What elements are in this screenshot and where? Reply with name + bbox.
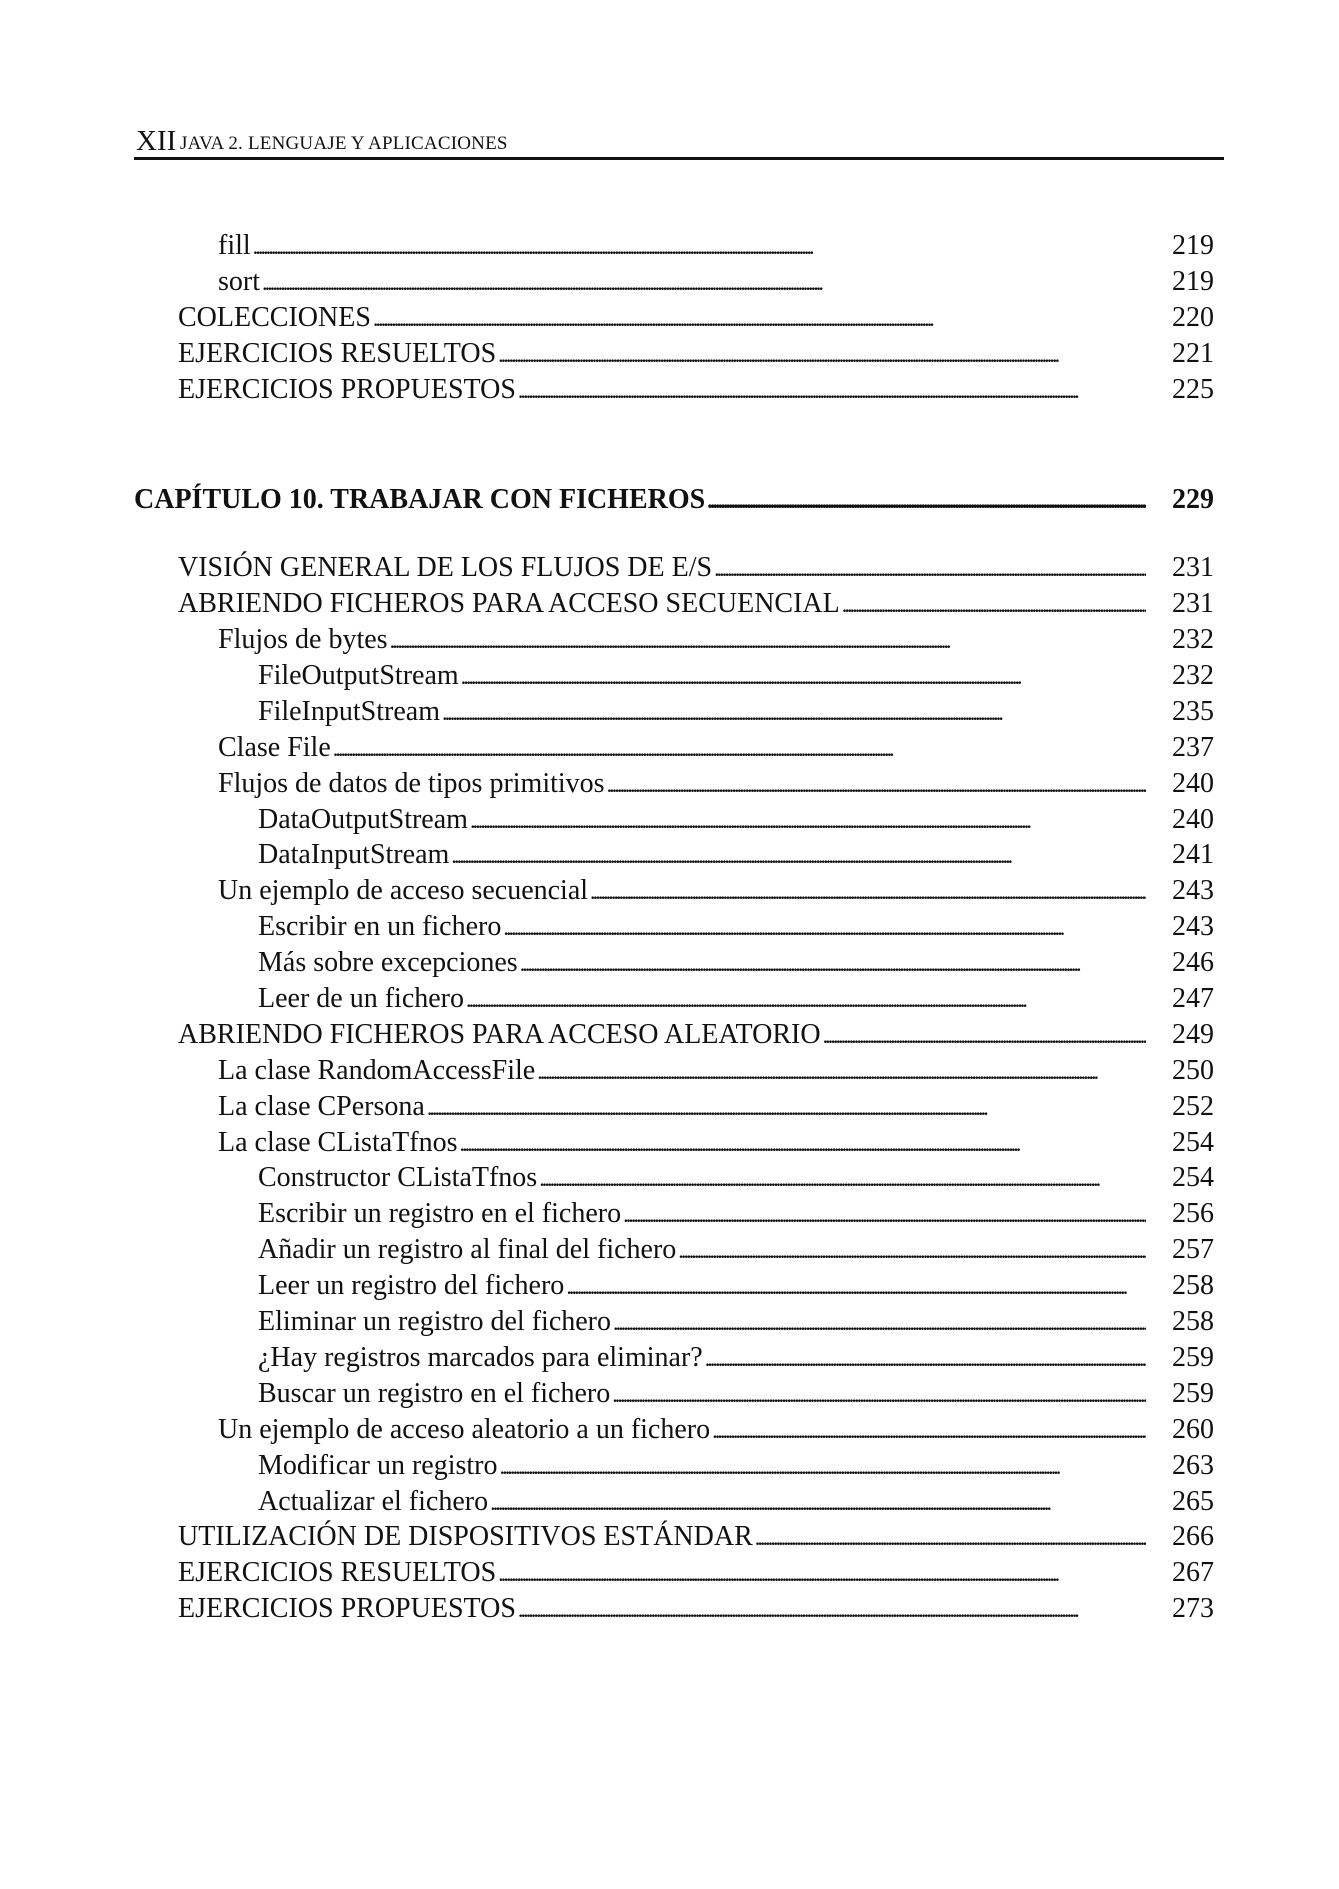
page-number: XII [136, 125, 177, 157]
toc-entry [134, 264, 1214, 300]
dot-leader [823, 1017, 1146, 1054]
dot-leader [461, 658, 1146, 695]
toc-entry [134, 300, 1214, 336]
book-title: JAVA 2. LENGUAJE Y APLICACIONES [180, 133, 508, 154]
dot-leader [500, 1448, 1147, 1485]
toc-entry-label: Flujos de bytes [218, 624, 388, 656]
toc-entry [134, 1053, 1214, 1089]
toc-entry [134, 1196, 1214, 1232]
dot-leader [466, 981, 1146, 1018]
toc-entry [134, 837, 1214, 873]
dot-leader [607, 766, 1146, 803]
toc-entry-label: fill [218, 230, 251, 261]
toc-entry-label: VISIÓN GENERAL DE LOS FLUJOS DE E/S [178, 552, 713, 584]
toc-entry [134, 658, 1214, 694]
toc-entry [134, 1125, 1214, 1161]
toc-entry-label: Añadir un registro al final del fichero [258, 1234, 677, 1266]
toc-entry-page-number: 266 [1172, 1521, 1214, 1553]
toc-entry-page-number: 267 [1172, 1557, 1214, 1589]
toc-entry-page-number: 247 [1172, 983, 1214, 1015]
dot-leader [590, 873, 1146, 910]
toc-previous-chapter-entries [134, 228, 1214, 407]
toc-entry-page-number: 243 [1172, 875, 1214, 907]
toc-entry-page-number: 219 [1172, 265, 1214, 297]
toc-entry [134, 1591, 1214, 1627]
dot-leader [262, 264, 1146, 301]
toc-entry-page-number: 219 [1172, 230, 1214, 261]
dot-leader [451, 837, 1146, 874]
dot-leader [705, 1340, 1146, 1377]
toc-entry-page-number: 243 [1172, 911, 1214, 943]
toc-entry-page-number: 258 [1172, 1270, 1214, 1302]
toc-entry-label: COLECCIONES [178, 301, 371, 333]
toc-entry [134, 1232, 1214, 1268]
toc-entry-label: Constructor CListaTfnos [258, 1162, 538, 1194]
toc-entry-page-number: 254 [1172, 1162, 1214, 1194]
dot-leader [566, 1268, 1146, 1305]
toc-entry-label: Actualizar el fichero [258, 1485, 489, 1517]
toc-entry [134, 909, 1214, 945]
toc-entry-label: Eliminar un registro del fichero [258, 1306, 611, 1338]
toc-entry-page-number: 231 [1172, 552, 1214, 584]
toc-entry-label: Leer de un fichero [258, 983, 464, 1015]
toc-entry-page-number: 246 [1172, 947, 1214, 979]
toc-entry-page-number: 263 [1172, 1449, 1214, 1481]
toc-entry-label: Clase File [218, 731, 331, 763]
toc-entry [134, 1340, 1214, 1376]
dot-leader [373, 300, 1146, 337]
toc-entry-label: EJERCICIOS PROPUESTOS [178, 373, 516, 405]
toc-entry-page-number: 249 [1172, 1018, 1214, 1050]
toc-entry-page-number: 220 [1172, 301, 1214, 333]
toc-entry-label: Leer un registro del fichero [258, 1270, 565, 1302]
dot-leader [498, 336, 1146, 373]
dot-leader [333, 730, 1146, 767]
dot-leader [537, 1053, 1146, 1090]
toc-entry-label: La clase CListaTfnos [218, 1126, 458, 1158]
toc-entry-label: Más sobre excepciones [258, 947, 518, 979]
toc-entry-page-number: 254 [1172, 1126, 1214, 1158]
dot-leader [712, 1412, 1146, 1449]
toc-chapter-heading [134, 482, 1214, 518]
toc-entry-label: La clase CPersona [218, 1090, 425, 1122]
dot-leader [842, 586, 1146, 623]
dot-leader [253, 228, 1146, 265]
dot-leader [613, 1304, 1146, 1341]
toc-entry-page-number: 273 [1172, 1593, 1214, 1625]
dot-leader [470, 802, 1146, 839]
toc-entry [134, 1519, 1214, 1555]
toc-entry-page-number: 258 [1172, 1306, 1214, 1338]
toc-entry [134, 1484, 1214, 1520]
toc-entry-label: UTILIZACIÓN DE DISPOSITIVOS ESTÁNDAR [178, 1521, 753, 1553]
toc-entry-label: Escribir en un fichero [258, 911, 502, 943]
dot-leader [678, 1232, 1146, 1269]
toc-entry-page-number: 259 [1172, 1377, 1214, 1409]
toc-entry-page-number: 252 [1172, 1090, 1214, 1122]
toc-entry-page-number: 240 [1172, 767, 1214, 799]
toc-entry [134, 1412, 1214, 1448]
toc-entry [134, 372, 1214, 408]
toc-entry-label: EJERCICIOS RESUELTOS [178, 337, 497, 369]
dot-leader [714, 550, 1146, 587]
dot-leader [490, 1484, 1146, 1521]
toc-entry-page-number: 265 [1172, 1485, 1214, 1517]
toc-entry-page-number: 250 [1172, 1054, 1214, 1086]
toc-entry [134, 586, 1214, 622]
toc-entry [134, 550, 1214, 586]
toc-entry [134, 622, 1214, 658]
toc-entry-label: ABRIENDO FICHEROS PARA ACCESO SECUENCIAL [178, 588, 840, 620]
running-header [134, 124, 1224, 160]
toc-entry-label: EJERCICIOS PROPUESTOS [178, 1593, 516, 1625]
toc-entry [134, 336, 1214, 372]
toc-entry [134, 1448, 1214, 1484]
chapter-title: CAPÍTULO 10. TRABAJAR CON FICHEROS [134, 484, 706, 516]
dot-leader [442, 694, 1146, 731]
dot-leader [520, 945, 1146, 982]
toc-entry [134, 1160, 1214, 1196]
toc-entry [134, 802, 1214, 838]
toc-entry-page-number: 259 [1172, 1341, 1214, 1373]
dot-leader [623, 1196, 1146, 1233]
chapter-page-number: 229 [1172, 484, 1214, 516]
toc-entry-page-number: 240 [1172, 803, 1214, 835]
toc-entry-page-number: 256 [1172, 1198, 1214, 1230]
toc-entry-label: Escribir un registro en el fichero [258, 1198, 622, 1230]
toc-entry-page-number: 260 [1172, 1413, 1214, 1445]
dot-leader [459, 1125, 1146, 1162]
toc-entry-page-number: 221 [1172, 337, 1214, 369]
dot-leader [518, 1591, 1146, 1628]
toc-entry [134, 873, 1214, 909]
toc-entry-label: ¿Hay registros marcados para eliminar? [258, 1341, 703, 1373]
toc-entry-label: Flujos de datos de tipos primitivos [218, 767, 605, 799]
toc-entry [134, 694, 1214, 730]
toc-entry [134, 981, 1214, 1017]
toc-entry [134, 228, 1214, 264]
toc-entry-label: DataOutputStream [258, 803, 468, 835]
dot-leader [518, 372, 1146, 409]
dot-leader [427, 1089, 1146, 1126]
dot-leader [612, 1376, 1146, 1413]
toc-entry [134, 1017, 1214, 1053]
toc-entry-page-number: 241 [1172, 839, 1214, 871]
toc-entry-label: Un ejemplo de acceso secuencial [218, 875, 589, 907]
toc-entry-page-number: 232 [1172, 660, 1214, 692]
toc-entry [134, 730, 1214, 766]
toc-entry [134, 945, 1214, 981]
toc-entry-label: FileOutputStream [258, 660, 459, 692]
toc-entry-page-number: 232 [1172, 624, 1214, 656]
toc-entry-page-number: 235 [1172, 695, 1214, 727]
toc-entry-label: Buscar un registro en el fichero [258, 1377, 611, 1409]
toc-entry-label: FileInputStream [258, 695, 440, 727]
dot-leader [707, 482, 1146, 519]
dot-leader [503, 909, 1146, 946]
dot-leader [498, 1555, 1146, 1592]
toc-entry-label: Un ejemplo de acceso aleatorio a un fichero [218, 1413, 711, 1445]
toc-entry [134, 1555, 1214, 1591]
toc-entry-page-number: 231 [1172, 588, 1214, 620]
toc-entry-label: sort [218, 265, 260, 297]
toc-entry [134, 766, 1214, 802]
toc-entry [134, 1376, 1214, 1412]
toc-entry [134, 1268, 1214, 1304]
toc-entry-page-number: 225 [1172, 373, 1214, 405]
toc-entry-label: EJERCICIOS RESUELTOS [178, 1557, 497, 1589]
toc-entry-label: ABRIENDO FICHEROS PARA ACCESO ALEATORIO [178, 1018, 821, 1050]
toc-chapter-entries [134, 550, 1214, 1627]
toc-entry [134, 1304, 1214, 1340]
toc-entry-label: DataInputStream [258, 839, 450, 871]
toc-entry [134, 1089, 1214, 1125]
dot-leader [390, 622, 1146, 659]
table-of-contents [134, 228, 1214, 1627]
toc-entry-page-number: 257 [1172, 1234, 1214, 1266]
dot-leader [539, 1160, 1146, 1197]
dot-leader [755, 1519, 1146, 1556]
toc-entry-label: La clase RandomAccessFile [218, 1054, 536, 1086]
toc-entry-page-number: 237 [1172, 731, 1214, 763]
toc-entry-label: Modificar un registro [258, 1449, 498, 1481]
